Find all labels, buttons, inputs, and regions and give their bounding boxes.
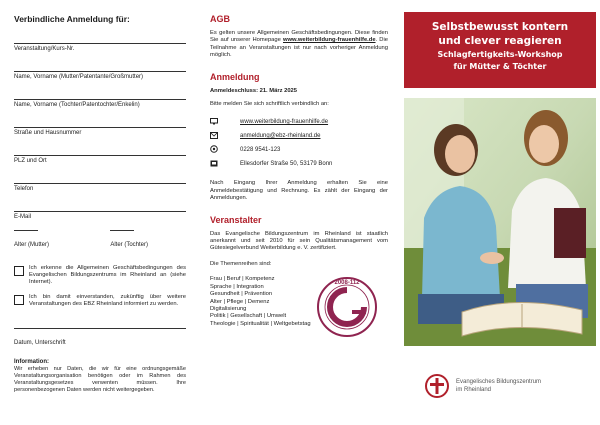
- field-label: Straße und Hausnummer: [14, 130, 82, 136]
- field-label: Name, Vorname (Mutter/Patentante/Großmutter): [14, 74, 144, 80]
- theme-item: Gesundheit | Prävention: [210, 291, 273, 298]
- theme-item: Sprache | Integration: [210, 283, 264, 290]
- contact-address-value: Ellesdorfer Straße 50, 53179 Bonn: [240, 161, 333, 168]
- theme-item: Digitalisierung: [210, 305, 247, 312]
- consent-newsletter-checkbox[interactable]: [14, 295, 24, 305]
- info-heading: Information:: [14, 359, 49, 365]
- theme-item: Frau | Beruf | Kompetenz: [210, 276, 275, 283]
- cover-subtitle-line2: für Mütter & Töchter: [453, 62, 547, 71]
- consent-newsletter: [14, 294, 186, 308]
- contact-web-value[interactable]: www.weiterbildung-frauenhilfe.de: [240, 119, 329, 126]
- email-icon: [210, 132, 240, 141]
- agb-text-2: . Die Teilnahme an Veranstaltungen ist nur nach vorheriger Anmeldung möglich.: [210, 37, 388, 59]
- field-label: Name, Vorname (Tochter/Patentochter/Enkelin): [14, 102, 140, 108]
- quality-seal-icon: [316, 276, 378, 338]
- field-street[interactable]: [14, 118, 186, 136]
- signature-label: Datum, Unterschrift: [14, 340, 66, 346]
- field-label: PLZ und Ort: [14, 158, 47, 164]
- contact-email-value[interactable]: anmeldung@ebz-rheinland.de: [240, 133, 321, 140]
- field-zip-city[interactable]: [14, 146, 186, 164]
- cover-title-line2: und clever reagieren: [438, 35, 562, 47]
- contact-list: [210, 116, 388, 170]
- field-daughter-name[interactable]: [14, 90, 186, 108]
- theme-item: Theologie | Spiritualität | Weltgebetstag: [210, 320, 311, 327]
- anmeldung-heading: Anmeldung: [210, 71, 260, 82]
- consent-agb-text: Ich erkenne die Allgemeinen Geschäftsbedingungen des Evangelischen Bildungszentrums im Rheinland an (siehe Internet).: [29, 265, 186, 285]
- consent-newsletter-text: Ich bin damit einverstanden, zukünftig über weitere Veranstaltungen des EBZ Rheinland informiert zu werden.: [29, 294, 186, 307]
- phone-icon: [210, 145, 240, 155]
- signature-field[interactable]: [14, 316, 186, 349]
- field-label: Alter (Tochter): [110, 242, 149, 248]
- monitor-icon: [210, 118, 240, 127]
- field-label: Telefon: [14, 186, 34, 192]
- letter-icon: [210, 160, 240, 169]
- organization-logo: [424, 366, 594, 406]
- veranstalter-text: Das Evangelische Bildungszentrum im Rheinland ist staatlich anerkannt und seit 2010 für sein Qualitätsmanagement vom Gütesiegelverbund Weiterbildung e. V. zertifiziert.: [210, 230, 388, 252]
- field-email[interactable]: [14, 202, 186, 220]
- anmeldung-after: Nach Eingang Ihrer Anmeldung erhalten Sie eine Anmeldebestätigung und Rechnung. Es zählt der Eingang der Anmeldungen.: [210, 180, 388, 202]
- anmeldung-deadline: Anmeldeschluss: 21. März 2025: [210, 87, 297, 94]
- contact-phone: [210, 144, 388, 156]
- info-panel: [200, 0, 400, 425]
- veranstalter-heading: Veranstalter: [210, 214, 262, 225]
- theme-item: Politik | Gesellschaft | Umwelt: [210, 313, 287, 320]
- field-age-daughter[interactable]: [110, 224, 186, 251]
- field-label: Alter (Mutter): [14, 242, 50, 248]
- contact-email[interactable]: [210, 130, 388, 142]
- contact-address: [210, 158, 388, 170]
- field-mother-name[interactable]: [14, 62, 186, 80]
- agb-text: [210, 30, 388, 60]
- registration-form-panel: [0, 0, 200, 425]
- field-label: Veranstaltung/Kurs-Nr.: [14, 46, 75, 52]
- field-event[interactable]: [14, 34, 186, 52]
- field-label: E-Mail: [14, 214, 32, 220]
- themes-intro: Die Themenreihen sind:: [210, 260, 272, 267]
- consent-agb-checkbox[interactable]: [14, 266, 24, 276]
- theme-item: Alter | Pflege | Demenz: [210, 298, 270, 305]
- anmeldung-intro: Bitte melden Sie sich schriftlich verbindlich an:: [210, 101, 329, 108]
- cover-photo: [404, 98, 596, 346]
- contact-phone-value: 0228 9541-123: [240, 147, 281, 154]
- cross-logo-icon: [424, 373, 450, 399]
- logo-line1: Evangelisches Bildungszentrum: [456, 379, 542, 385]
- agb-text-1: Es gelten unsere Allgemeinen Geschäftsbedingungen. Diese finden Sie auf unserer Homepage: [210, 30, 388, 44]
- agb-link[interactable]: www.weiterbildung-frauenhilfe.de: [283, 37, 376, 44]
- cover-panel: [400, 0, 600, 425]
- form-title: Verbindliche Anmeldung für:: [14, 14, 130, 24]
- agb-heading: AGB: [210, 14, 230, 24]
- cover-subtitle-line1: Schlagfertigkeits-Workshop: [437, 50, 563, 59]
- title-banner: [404, 12, 596, 88]
- contact-web[interactable]: [210, 116, 388, 128]
- seal-number: 2008-112: [334, 280, 360, 287]
- logo-line2: im Rheinland: [456, 387, 492, 393]
- field-phone[interactable]: [14, 174, 186, 192]
- consent-agb: [14, 265, 186, 286]
- cover-title-line1: Selbstbewusst kontern: [431, 21, 569, 33]
- info-text: Wir erheben nur Daten, die wir für eine ordnungsgemäße Veranstaltungsorganisation benötigen oder im Rahmen des Veranstaltungsgesetzes verwenten müssen. Ihre personenbezogenen Daten werden nicht weitergegeben.: [14, 366, 186, 393]
- themes-block: [210, 276, 388, 328]
- field-age-mother[interactable]: [14, 224, 90, 251]
